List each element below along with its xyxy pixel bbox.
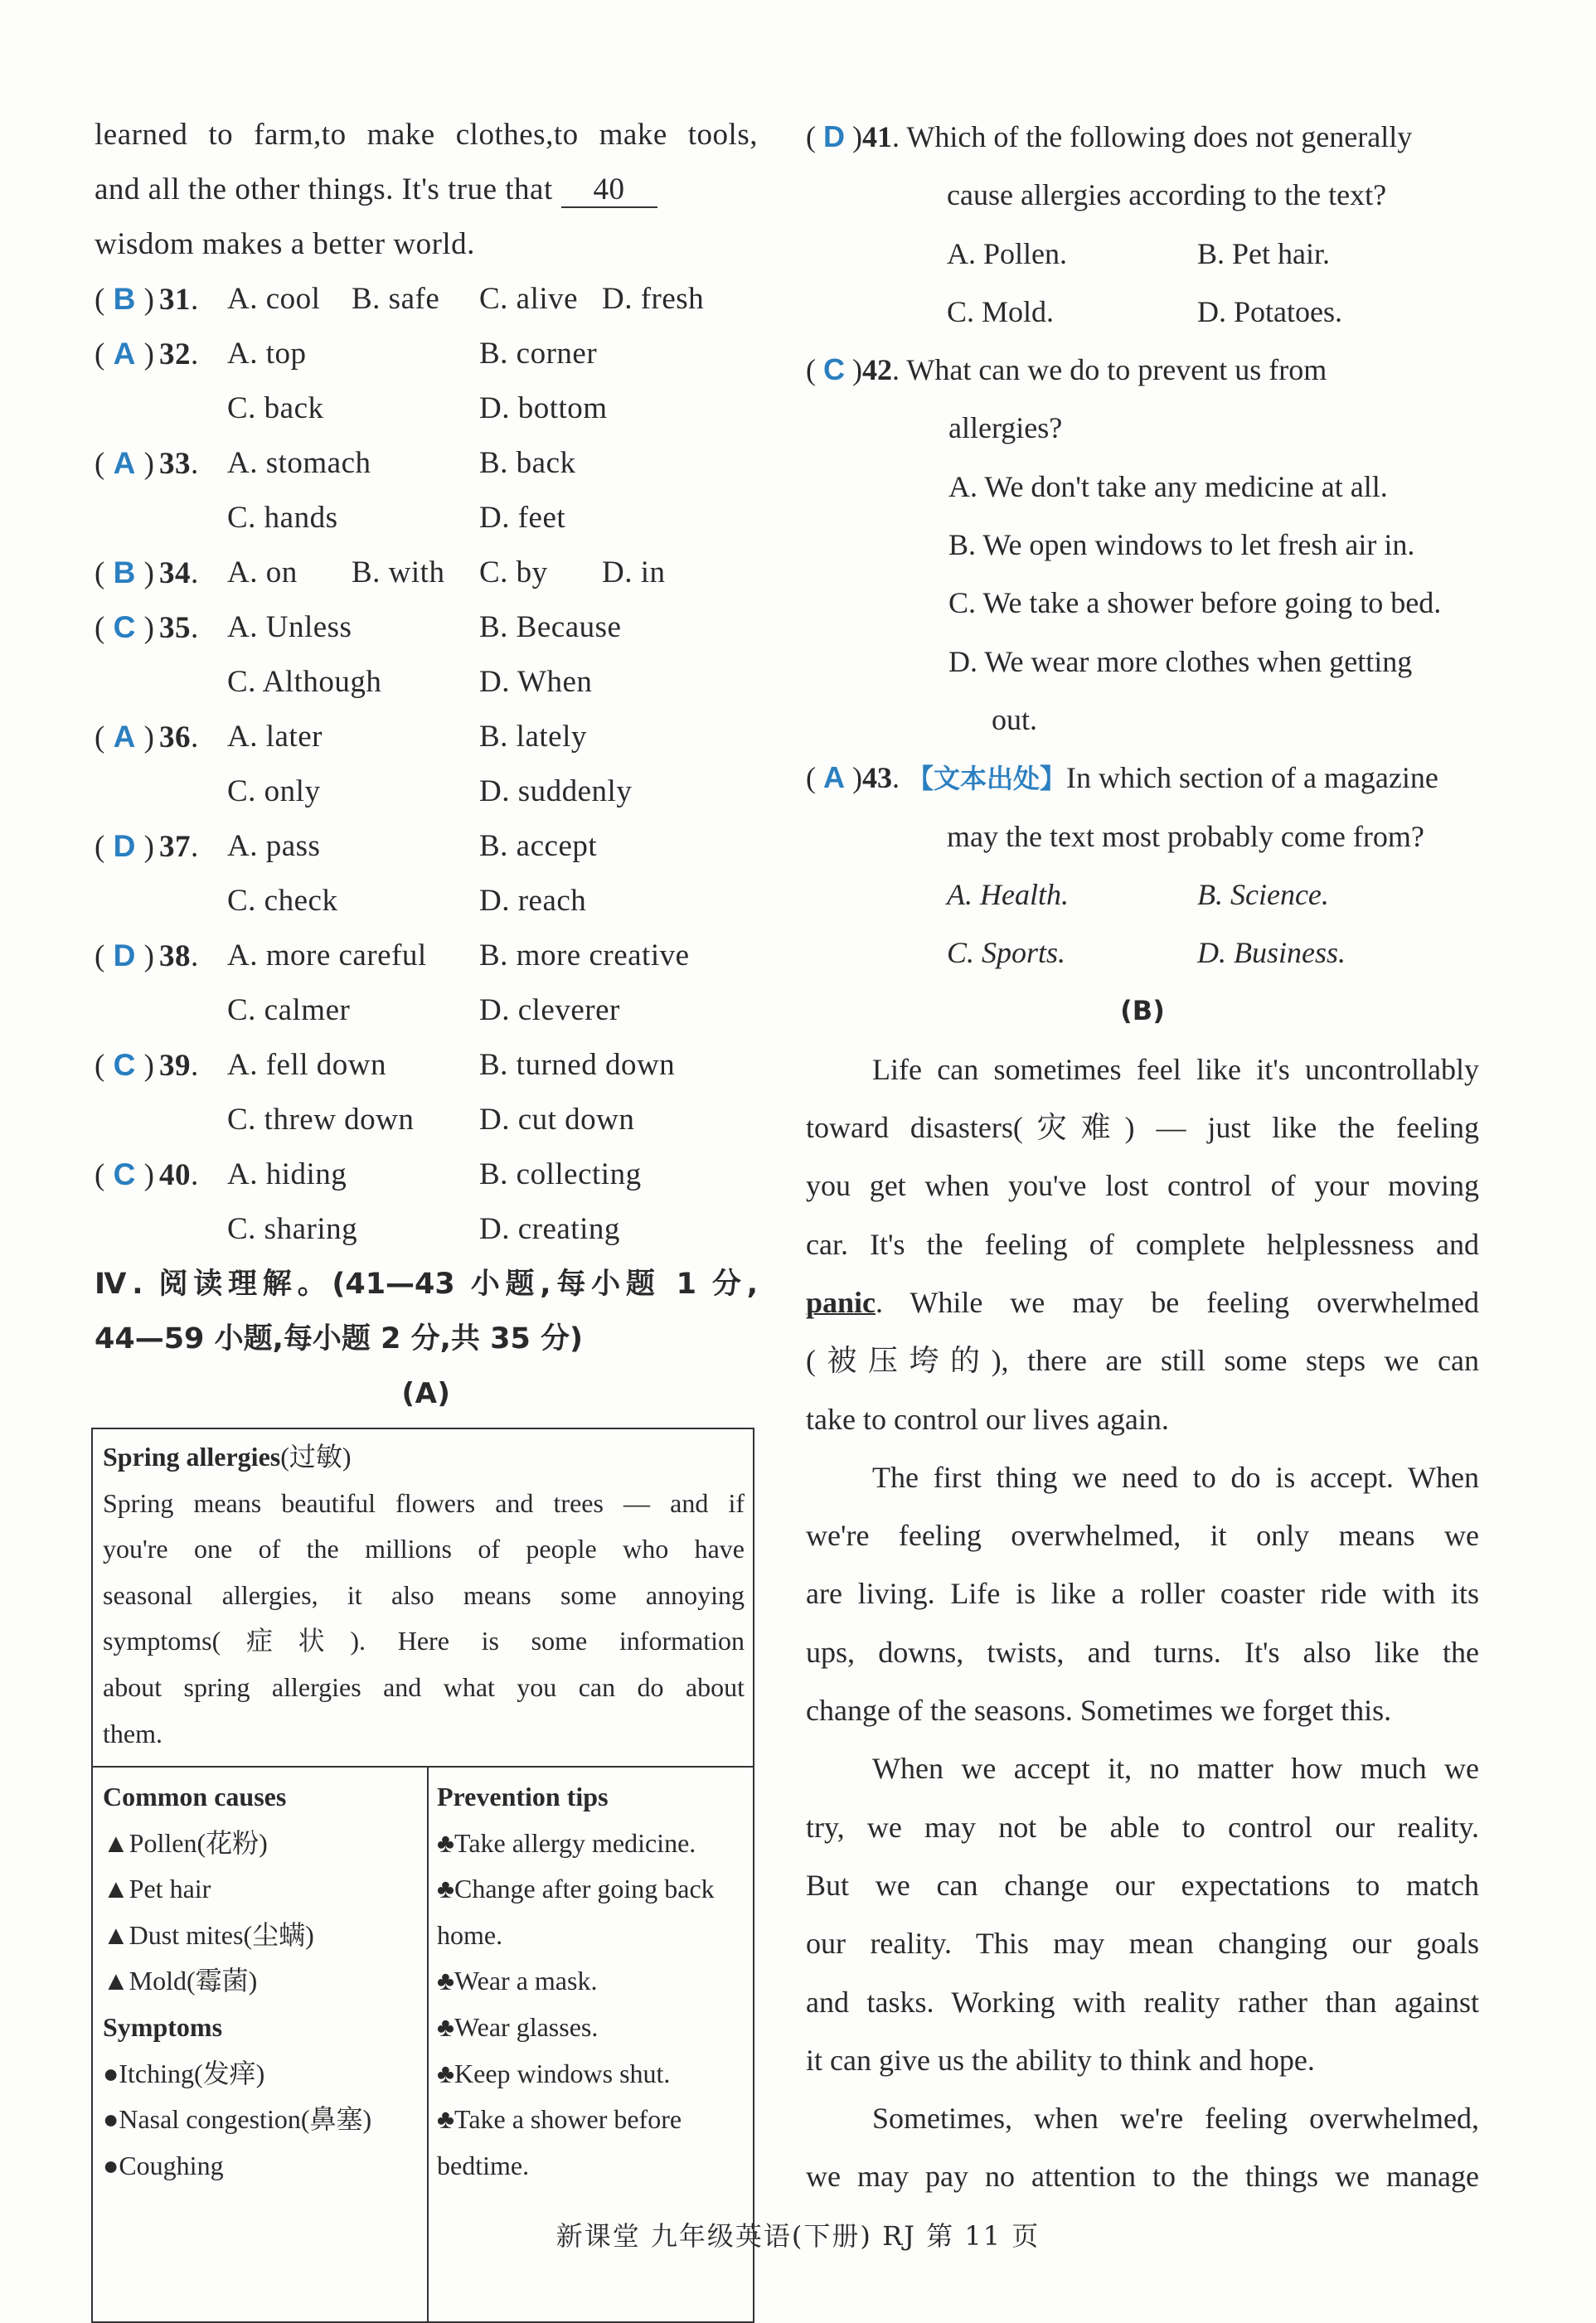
passage-line: are living. Life is like a roller coaster ride with its bbox=[806, 1577, 1479, 1611]
option-d: D. fresh bbox=[602, 282, 705, 316]
box-intro-line: seasonal allergies, it also means some annoying bbox=[103, 1579, 745, 1610]
option-c: C. hands bbox=[227, 501, 338, 535]
left-column bbox=[95, 108, 758, 1421]
options-row bbox=[95, 983, 758, 1038]
part-a-label: (A) bbox=[401, 1377, 451, 1410]
option-c: C. calmer bbox=[227, 993, 351, 1027]
option-c: C. only bbox=[227, 774, 321, 808]
box-intro-line: them. bbox=[103, 1718, 163, 1748]
options-row bbox=[95, 764, 758, 819]
tip-item: ♣Wear glasses. bbox=[437, 2011, 599, 2042]
option-d: D. reach bbox=[479, 884, 587, 918]
passage-line: panic . While we may be feeling overwhelmed bbox=[806, 1273, 1479, 1331]
option-c: C. alive bbox=[479, 282, 579, 316]
cause-item: ▲Pet hair bbox=[103, 1874, 211, 1904]
option-b: B. lately bbox=[479, 720, 587, 754]
box-intro-line: symptoms(症状). Here is some information bbox=[103, 1626, 745, 1656]
right-column bbox=[806, 108, 1479, 2206]
option-c: C. Although bbox=[227, 665, 382, 699]
tip-item: ♣Change after going back bbox=[437, 1874, 715, 1904]
option-a: A. later bbox=[227, 720, 323, 754]
underlined-word-panic: panic bbox=[806, 1285, 876, 1319]
option-c: C. back bbox=[227, 391, 324, 425]
option-d: D. We wear more clothes when getting bbox=[948, 644, 1413, 678]
section-heading: Ⅳ. 阅读理解。(41—43 小题,每小题 1 分, bbox=[95, 1268, 758, 1301]
question-40: ( C ) 40. A. hiding B. collecting bbox=[95, 1147, 758, 1202]
options-row bbox=[95, 491, 758, 546]
cause-item: ▲Pollen(花粉) bbox=[103, 1827, 268, 1858]
options-row bbox=[806, 924, 1479, 982]
tip-item: ♣Keep windows shut. bbox=[437, 2058, 671, 2088]
passage-line: and all the other things. It's true that 40 bbox=[95, 162, 758, 217]
option-a: A. top bbox=[227, 337, 307, 371]
passage-line: take to control our lives again. bbox=[806, 1402, 1169, 1436]
option-d: D. creating bbox=[479, 1212, 620, 1246]
option-a: A. Pollen. bbox=[947, 236, 1068, 270]
symptom-item: ●Nasal congestion(鼻塞) bbox=[103, 2104, 372, 2135]
passage-line: Life can sometimes feel like it's uncontrollably bbox=[872, 1052, 1479, 1086]
tips-heading: Prevention tips bbox=[437, 1782, 609, 1811]
option-b: B. Because bbox=[479, 610, 622, 644]
passage-line: and tasks. Working with reality rather than against bbox=[806, 1985, 1479, 2019]
passage-line: Sometimes, when we're feeling overwhelmed, bbox=[872, 2102, 1479, 2136]
answer-42: C bbox=[823, 352, 845, 387]
question-38: ( D ) 38. A. more careful B. more creative bbox=[95, 929, 758, 983]
question-35: ( C ) 35. A. Unless B. Because bbox=[95, 600, 758, 655]
answer-31: B bbox=[113, 282, 136, 316]
passage-line: ups, downs, twists, and turns. It's also like the bbox=[806, 1635, 1479, 1669]
option-b: B. corner bbox=[479, 337, 598, 371]
answer-38: D bbox=[113, 938, 136, 972]
question-stem: cause allergies according to the text? bbox=[947, 178, 1387, 212]
passage-line: we're feeling overwhelmed, it only means we bbox=[806, 1519, 1479, 1553]
cause-item: ▲Dust mites(尘螨) bbox=[103, 1919, 314, 1950]
option-b: B. We open windows to let fresh air in. bbox=[948, 528, 1415, 562]
question-36: ( A ) 36. A. later B. lately bbox=[95, 710, 758, 764]
answer-34: B bbox=[113, 555, 136, 589]
passage-line: But we can change our expectations to match bbox=[806, 1868, 1479, 1902]
options-row bbox=[806, 866, 1479, 924]
option-d-continued: out. bbox=[992, 702, 1038, 736]
option-a: A. more careful bbox=[227, 938, 427, 972]
box-intro-line: you're one of the millions of people who have bbox=[103, 1534, 745, 1564]
passage-line: you get when you've lost control of your moving bbox=[806, 1169, 1479, 1203]
tip-item: bedtime. bbox=[437, 2150, 530, 2180]
passage-b bbox=[806, 1040, 1479, 2206]
option-d: D. Potatoes. bbox=[1197, 294, 1342, 328]
option-a: A. stomach bbox=[227, 446, 371, 480]
options-row bbox=[806, 225, 1479, 283]
question-34: ( B ) 34. A. on B. with C. by D. in bbox=[95, 546, 758, 600]
answer-37: D bbox=[113, 829, 136, 863]
option-b: B. with bbox=[352, 555, 445, 589]
option-b: B. more creative bbox=[479, 938, 690, 972]
passage-line: try, we may not be able to control our reality. bbox=[806, 1810, 1479, 1844]
answer-35: C bbox=[113, 610, 136, 644]
option-c: C. sharing bbox=[227, 1212, 358, 1246]
answer-40: C bbox=[113, 1157, 136, 1191]
passage-line: car. It's the feeling of complete helplessness and bbox=[806, 1227, 1479, 1261]
option-a: A. We don't take any medicine at all. bbox=[948, 469, 1388, 503]
option-a: A. Health. bbox=[947, 877, 1069, 911]
source-badge: 【文本出处】 bbox=[907, 763, 1067, 795]
options-row bbox=[95, 1202, 758, 1257]
option-a: A. fell down bbox=[227, 1048, 386, 1082]
option-b: B. turned down bbox=[479, 1048, 676, 1082]
symptom-item: ●Itching(发痒) bbox=[103, 2058, 265, 2088]
option-d: D. feet bbox=[479, 501, 566, 535]
option-a: A. cool bbox=[227, 282, 321, 316]
question-37: ( D ) 37. A. pass B. accept bbox=[95, 819, 758, 874]
answer-32: A bbox=[113, 337, 136, 371]
passage-line: wisdom makes a better world. bbox=[95, 227, 475, 261]
option-d: D. in bbox=[602, 555, 666, 589]
section-heading: 44—59 小题,每小题 2 分,共 35 分) bbox=[95, 1322, 583, 1355]
option-d: D. When bbox=[479, 665, 593, 699]
option-b: B. Science. bbox=[1197, 877, 1329, 911]
option-b: B. back bbox=[479, 446, 576, 480]
symptom-item: ●Coughing bbox=[103, 2150, 224, 2180]
answer-39: C bbox=[113, 1048, 136, 1082]
symptoms-heading: Symptoms bbox=[103, 2011, 223, 2042]
tip-item: home. bbox=[437, 1919, 503, 1950]
answer-33: A bbox=[113, 446, 136, 480]
option-b: B. Pet hair. bbox=[1197, 236, 1330, 270]
causes-heading: Common causes bbox=[103, 1782, 287, 1811]
answer-43: A bbox=[823, 760, 845, 795]
option-c: C. by bbox=[479, 555, 548, 589]
question-32: ( A ) 32. A. top B. corner bbox=[95, 327, 758, 381]
answer-41: D bbox=[823, 119, 845, 153]
tip-item: ♣Take allergy medicine. bbox=[437, 1827, 696, 1858]
passage-line: we may pay no attention to the things we manage bbox=[806, 2160, 1479, 2194]
answer-36: A bbox=[113, 720, 136, 754]
option-c: C. Mold. bbox=[947, 294, 1055, 328]
cause-item: ▲Mold(霉菌) bbox=[103, 1966, 258, 1996]
option-c: C. We take a shower before going to bed. bbox=[948, 586, 1442, 620]
options-row bbox=[95, 874, 758, 929]
option-d: D. cut down bbox=[479, 1103, 635, 1137]
option-a: A. Unless bbox=[227, 610, 352, 644]
passage-line: learned to farm,to make clothes,to make tools, bbox=[95, 118, 758, 152]
cloze-question-list bbox=[95, 272, 758, 1257]
option-d: D. Business. bbox=[1197, 936, 1346, 970]
question-41: ( D )41. Which of the following does not generally bbox=[806, 119, 1413, 153]
passage-line: change of the seasons. Sometimes we forget this. bbox=[806, 1694, 1392, 1728]
option-d: D. suddenly bbox=[479, 774, 633, 808]
option-a: A. pass bbox=[227, 829, 321, 863]
question-stem: allergies? bbox=[948, 411, 1063, 445]
option-d: D. cleverer bbox=[479, 993, 620, 1027]
options-row bbox=[95, 655, 758, 710]
options-row bbox=[95, 1093, 758, 1147]
question-stem: may the text most probably come from? bbox=[947, 819, 1424, 853]
option-b: B. safe bbox=[352, 282, 440, 316]
passage-line: (被压垮的), there are still some steps we can bbox=[806, 1344, 1479, 1378]
tip-item: ♣Wear a mask. bbox=[437, 1966, 598, 1996]
box-intro: Spring allergies(过敏) Spring means beautiful flowers and trees — and if you're one of the millions of people who have seasonal allergies, it also means some annoying symptoms(症状). Here is some information about spring allergies and what you can do about them. bbox=[93, 1429, 753, 1768]
tip-item: ♣Take a shower before bbox=[437, 2104, 682, 2135]
option-d: D. bottom bbox=[479, 391, 608, 425]
blank-40: 40 bbox=[561, 173, 657, 208]
option-c: C. threw down bbox=[227, 1103, 415, 1137]
option-c: C. check bbox=[227, 884, 338, 918]
box-intro-line: Spring means beautiful flowers and trees — and if bbox=[103, 1487, 745, 1518]
options-row bbox=[95, 381, 758, 436]
passage-line: our reality. This may mean changing our goals bbox=[806, 1927, 1479, 1961]
question-39: ( C ) 39. A. fell down B. turned down bbox=[95, 1038, 758, 1093]
question-31: ( B ) 31. A. cool B. safe C. alive D. fresh bbox=[95, 272, 758, 327]
option-b: B. accept bbox=[479, 829, 598, 863]
question-43: ( A )43. 【文本出处】In which section of a magazine bbox=[806, 760, 1438, 795]
question-42: ( C )42. What can we do to prevent us from bbox=[806, 352, 1327, 387]
option-a: A. on bbox=[227, 555, 298, 589]
passage-line: The first thing we need to do is accept. When bbox=[872, 1460, 1479, 1494]
option-b: B. collecting bbox=[479, 1157, 642, 1191]
allergy-info-box bbox=[91, 1428, 754, 2323]
box-intro-line: about spring allergies and what you can do about bbox=[103, 1671, 745, 1702]
options-row bbox=[806, 283, 1479, 341]
part-b-label: (B) bbox=[1120, 995, 1165, 1027]
question-33: ( A ) 33. A. stomach B. back bbox=[95, 436, 758, 491]
passage-line: it can give us the ability to think and hope. bbox=[806, 2043, 1315, 2077]
option-c: C. Sports. bbox=[947, 936, 1066, 970]
passage-line: When we accept it, no matter how much we bbox=[872, 1752, 1479, 1786]
page-footer: 新课堂 九年级英语(下册) RJ 第 11 页 bbox=[555, 2220, 1041, 2252]
passage-line: toward disasters(灾难) — just like the feeling bbox=[806, 1111, 1479, 1145]
option-a: A. hiding bbox=[227, 1157, 347, 1191]
box-title: Spring allergies bbox=[103, 1442, 281, 1472]
